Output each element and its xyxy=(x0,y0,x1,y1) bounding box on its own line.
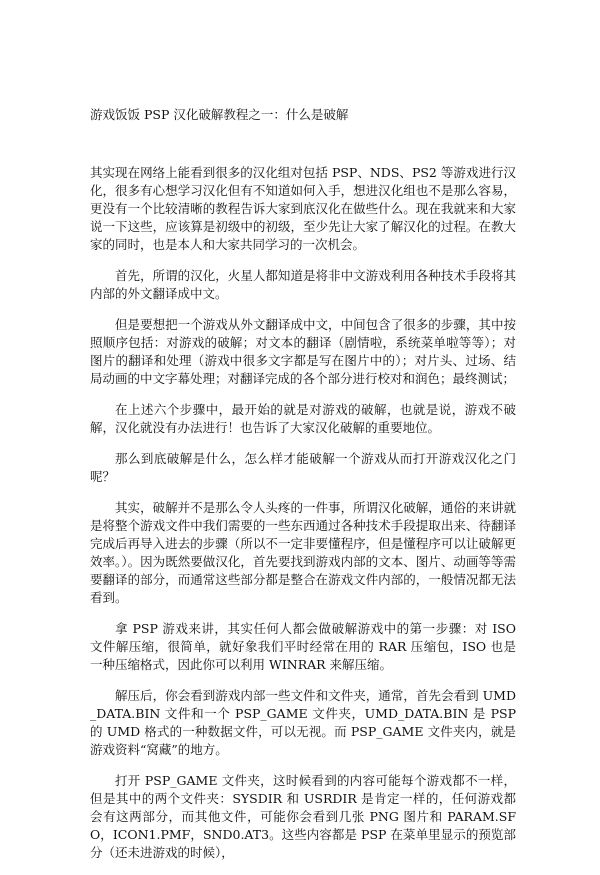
paragraph-7: 拿 PSP 游戏来讲，其实任何人都会做破解游戏中的第一步骤：对 ISO 文件解压缩，很简单，就好象我们平时经常在用的 RAR 压缩包，ISO 也是一种压缩格式，因此你可以利用 WINRAR 来解压缩。 xyxy=(90,621,516,672)
paragraph-3: 但是要想把一个游戏从外文翻译成中文，中间包含了很多的步骤，其中按照顺序包括：对游戏的破解；对文本的翻译（剧情啦，系统菜单啦等等）；对图片的翻译和处理（游戏中很多文字都是写在图片中的）；对片头、过场、结局动画的中文字幕处理；对翻译完成的各个部分进行校对和润色；最终测试； xyxy=(90,317,516,386)
paragraph-9: 打开 PSP_GAME 文件夹，这时候看到的内容可能每个游戏都不一样，但是其中的两个文件夹：SYSDIR 和 USRDIR 是肯定一样的，任何游戏都会有这两部分，而其他文件，可能你会看到几张 PNG 图片和 PARAM.SFO，ICON1.PMF，SND0.AT3。这些内容都是 PSP 在菜单里显示的预览部分（还未进游戏的时候）， xyxy=(90,773,516,860)
paragraph-4: 在上述六个步骤中，最开始的就是对游戏的破解，也就是说，游戏不破解，汉化就没有办法进行！也告诉了大家汉化破解的重要地位。 xyxy=(90,402,516,435)
paragraph-5: 那么到底破解是什么，怎么样才能破解一个游戏从而打开游戏汉化之门呢？ xyxy=(90,451,516,484)
paragraph-1: 其实现在网络上能看到很多的汉化组对包括 PSP、NDS、PS2 等游戏进行汉化，很多有心想学习汉化但有不知道如何入手，想进汉化组也不是那么容易，更没有一个比较清晰的教程告诉大家到底汉化在做些什么。现在我就来和大家说一下这些，应该算是初级中的初级，至少先让大家了解汉化的过程。在教大家的同时，也是本人和大家共同学习的一次机会。 xyxy=(90,165,516,252)
paragraph-2: 首先，所谓的汉化，火星人都知道是将非中文游戏利用各种技术手段将其内部的外文翻译成中文。 xyxy=(90,268,516,301)
document-body xyxy=(90,164,516,875)
paragraph-8: 解压后，你会看到游戏内部一些文件和文件夹，通常，首先会看到 UMD_DATA.BIN 文件和一个 PSP_GAME 文件夹，UMD_DATA.BIN 是 PSP 的 UMD 格式的一种数据文件，可以无视。而 PSP_GAME 文件夹内，就是游戏资料“窝藏”的地方。 xyxy=(90,688,516,757)
paragraph-6: 其实，破解并不是那么令人头疼的一件事，所谓汉化破解，通俗的来讲就是将整个游戏文件中我们需要的一些东西通过各种技术手段提取出来、待翻译完成后再导入进去的步骤（所以不一定非要懂程序，但是懂程序可以让破解更效率。）。因为既然要做汉化，首先要找到游戏内部的文本、图片、动画等等需要翻译的部分，而通常这些部分都是整合在游戏文件内部的，一般情况都无法看到。 xyxy=(90,500,516,605)
document-title: 游戏饭饭 PSP 汉化破解教程之一：什么是破解 xyxy=(90,107,349,122)
